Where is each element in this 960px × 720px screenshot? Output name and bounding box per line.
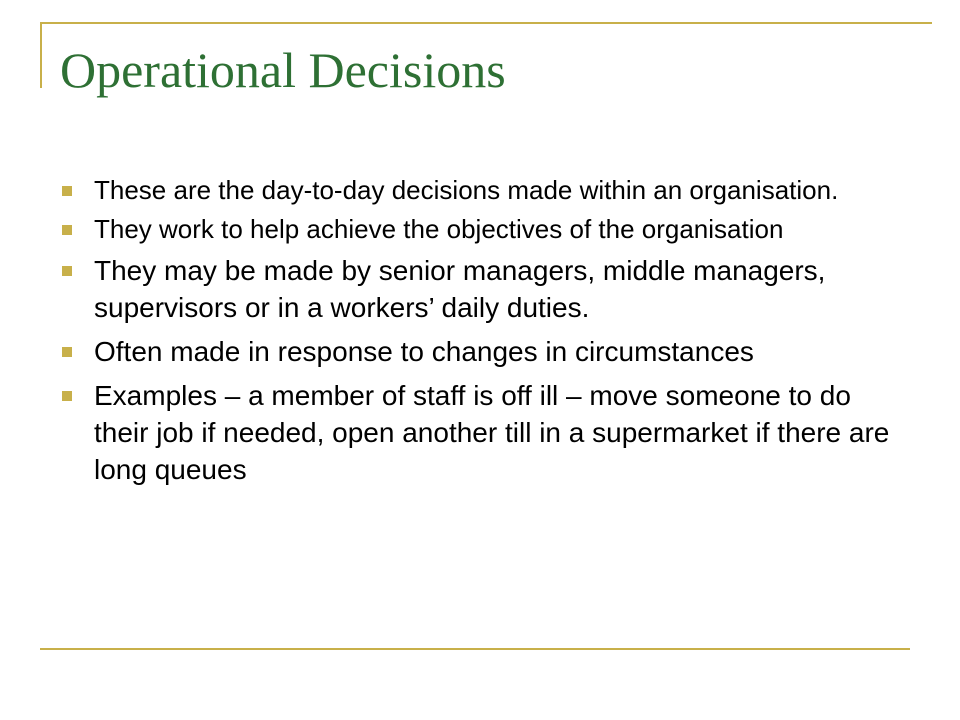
bullet-item: [62, 213, 902, 245]
bottom-divider-line: [40, 648, 910, 650]
top-divider-line: [40, 22, 932, 24]
bullet-item: [62, 174, 902, 206]
bullet-text: Often made in response to changes in circumstances: [94, 336, 754, 367]
square-bullet-icon: [62, 347, 72, 357]
left-divider-line: [40, 22, 42, 88]
bullet-item: [62, 377, 902, 488]
bullet-text: These are the day-to-day decisions made within an organisation.: [94, 175, 839, 205]
square-bullet-icon: [62, 266, 72, 276]
bullet-text: Examples – a member of staff is off ill – move someone to do their job if needed, open another till in a supermarket if there are long queues: [94, 380, 890, 485]
square-bullet-icon: [62, 225, 72, 235]
square-bullet-icon: [62, 186, 72, 196]
bullet-text: They may be made by senior managers, middle managers, supervisors or in a workers’ daily duties.: [94, 255, 826, 323]
bullet-list: [62, 174, 902, 495]
square-bullet-icon: [62, 391, 72, 401]
bullet-item: [62, 333, 902, 370]
bullet-item: [62, 252, 902, 326]
slide-title: Operational Decisions: [60, 42, 506, 98]
bullet-text: They work to help achieve the objectives of the organisation: [94, 214, 784, 244]
